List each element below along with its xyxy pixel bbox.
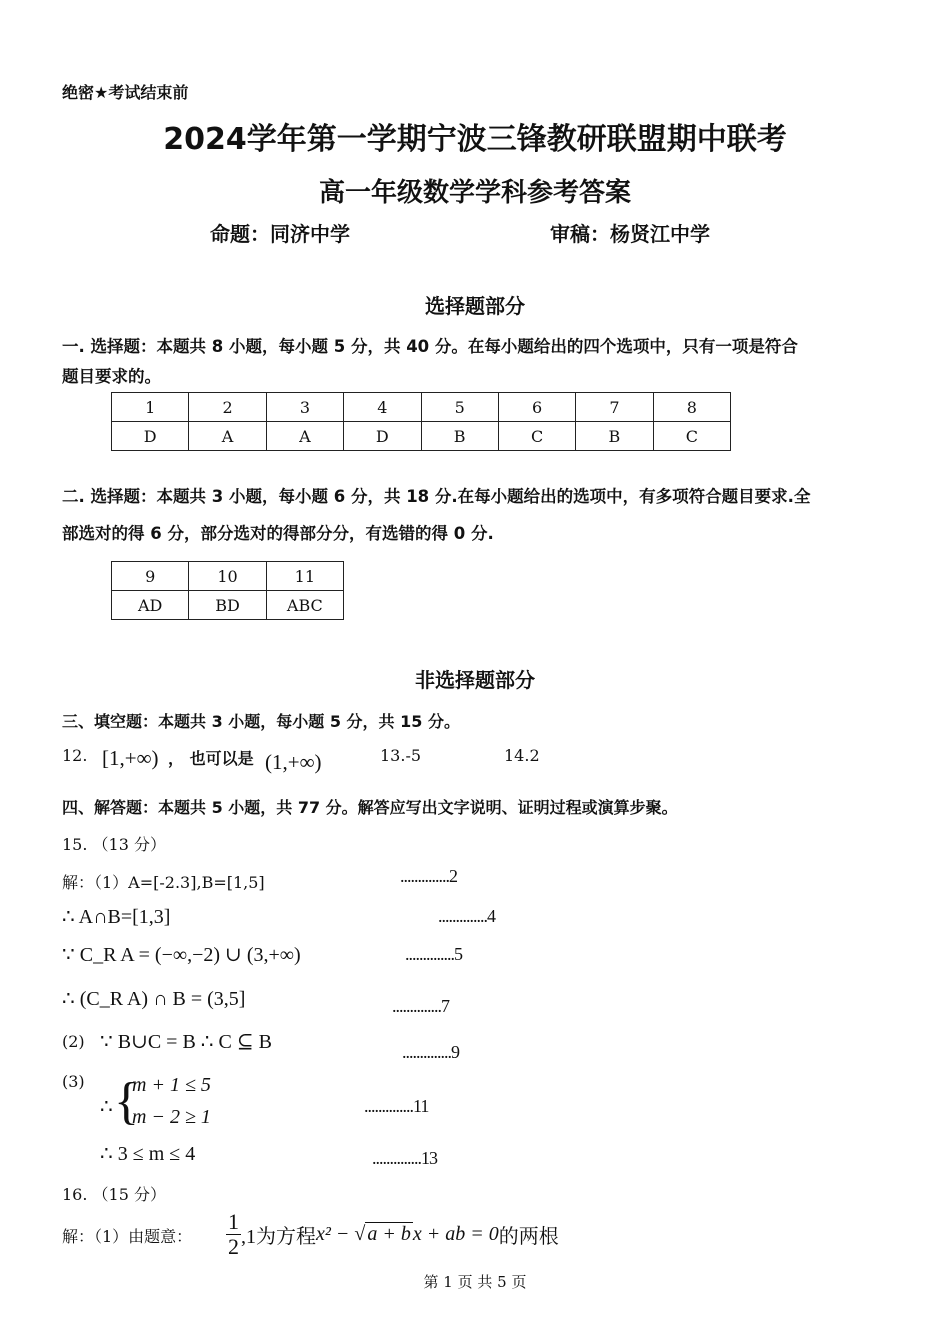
section3-instructions: 三、填空题：本题共 3 小题，每小题 5 分，共 15 分。 bbox=[62, 712, 460, 731]
q15-part3-label: (3) bbox=[62, 1072, 85, 1091]
score-marker: ..............4 bbox=[438, 906, 495, 926]
table-cell: A bbox=[266, 422, 343, 451]
q16-intro: 解：（1）由题意： bbox=[62, 1227, 193, 1246]
q12-label: 12. bbox=[62, 746, 88, 765]
q15-line3: ∵ C_R A = (−∞,−2) ∪ (3,+∞) bbox=[62, 944, 301, 966]
score-marker: ..............7 bbox=[392, 996, 449, 1016]
sqrt-content: a + b bbox=[367, 1223, 411, 1245]
table-row bbox=[112, 422, 731, 451]
q16-tail: 的两根 bbox=[498, 1226, 559, 1248]
exam-subtitle: 高一年级数学学科参考答案 bbox=[318, 178, 631, 208]
table-cell: 6 bbox=[498, 393, 575, 422]
table-cell: C bbox=[653, 422, 730, 451]
table-cell: ABC bbox=[266, 591, 343, 620]
q15-header: 15. （13 分） bbox=[62, 835, 166, 854]
table-cell: 11 bbox=[266, 562, 343, 591]
section1-instructions-line2: 题目要求的。 bbox=[62, 367, 161, 386]
q12-alt-answer: (1,+∞) bbox=[265, 750, 322, 774]
section1-instructions-line1: 一. 选择题：本题共 8 小题，每小题 5 分，共 40 分。在每小题给出的四个选项中，只有一项是符合 bbox=[62, 337, 798, 356]
system-top: m + 1 ≤ 5 bbox=[132, 1074, 211, 1096]
secret-mark: 绝密★考试结束前 bbox=[62, 83, 189, 102]
sqrt-icon: √ bbox=[354, 1223, 366, 1245]
table-cell: 5 bbox=[421, 393, 498, 422]
q12-alt-text: ， 也可以是 bbox=[168, 749, 254, 768]
table-cell: 7 bbox=[576, 393, 653, 422]
q16-text-after-fraction: ,1为方程 bbox=[241, 1226, 316, 1248]
score-marker: ..............9 bbox=[402, 1042, 459, 1062]
table-cell: 8 bbox=[653, 393, 730, 422]
table-cell: 4 bbox=[344, 393, 421, 422]
q12-answer: [1,+∞) bbox=[102, 746, 159, 770]
brace-icon: { bbox=[114, 1073, 139, 1130]
table-row bbox=[112, 562, 344, 591]
exam-title: 2024学年第一学期宁波三锋教研联盟期中联考 bbox=[163, 122, 787, 157]
score-marker: ..............2 bbox=[400, 866, 457, 886]
table-cell: D bbox=[112, 422, 189, 451]
table-cell: C bbox=[498, 422, 575, 451]
system-bottom: m − 2 ≥ 1 bbox=[132, 1106, 211, 1128]
table-cell: 3 bbox=[266, 393, 343, 422]
q16-header: 16. （15 分） bbox=[62, 1185, 166, 1204]
q15-line7: ∴ 3 ≤ m ≤ 4 bbox=[100, 1143, 196, 1165]
q14-answer: 14.2 bbox=[504, 746, 540, 765]
table-cell: B bbox=[421, 422, 498, 451]
score-marker: ..............11 bbox=[364, 1096, 429, 1116]
answer-table-2 bbox=[111, 561, 344, 620]
table-cell: D bbox=[344, 422, 421, 451]
table-cell: B bbox=[576, 422, 653, 451]
score-marker: ..............5 bbox=[405, 944, 462, 964]
table-row bbox=[112, 393, 731, 422]
table-cell: AD bbox=[112, 591, 189, 620]
q16-equation bbox=[226, 1210, 559, 1259]
author-label: 命题：同济中学 bbox=[210, 222, 350, 246]
table-row bbox=[112, 591, 344, 620]
fraction-denominator: 2 bbox=[228, 1234, 239, 1259]
part2-heading: 非选择题部分 bbox=[415, 668, 535, 692]
page-number: 第 1 页 共 5 页 bbox=[423, 1273, 527, 1291]
reviewer-label: 审稿：杨贤江中学 bbox=[550, 222, 710, 246]
fraction bbox=[226, 1210, 241, 1259]
section2-instructions-line1: 二. 选择题：本题共 3 小题，每小题 6 分，共 18 分.在每小题给出的选项中，有多项符合题目要求.全 bbox=[62, 487, 811, 506]
therefore-symbol: ∴ bbox=[100, 1096, 113, 1118]
table-cell: BD bbox=[189, 591, 266, 620]
table-cell: 9 bbox=[112, 562, 189, 591]
q15-line5: ∵ B∪C = B ∴ C ⊆ B bbox=[100, 1031, 272, 1053]
q13-answer: 13.-5 bbox=[380, 746, 422, 765]
fraction-numerator: 1 bbox=[228, 1209, 239, 1234]
answer-table-1 bbox=[111, 392, 731, 451]
q15-line1: 解：（1）A=[-2.3],B=[1,5] bbox=[62, 873, 265, 892]
q15-line4: ∴ (C_R A) ∩ B = (3,5] bbox=[62, 988, 246, 1010]
q16-eq-right: x + ab = 0 bbox=[412, 1223, 499, 1245]
q16-eq-left: x² − bbox=[316, 1223, 355, 1245]
table-cell: A bbox=[189, 422, 266, 451]
q15-part2-label: (2) bbox=[62, 1032, 85, 1051]
table-cell: 2 bbox=[189, 393, 266, 422]
q15-line2: ∴ A∩B=[1,3] bbox=[62, 906, 171, 928]
section4-instructions: 四、解答题：本题共 5 小题，共 77 分。解答应写出文字说明、证明过程或演算步聚。 bbox=[62, 798, 678, 817]
table-cell: 1 bbox=[112, 393, 189, 422]
section2-instructions-line2: 部选对的得 6 分，部分选对的得部分分，有选错的得 0 分. bbox=[62, 524, 494, 543]
part1-heading: 选择题部分 bbox=[425, 294, 525, 318]
table-cell: 10 bbox=[189, 562, 266, 591]
score-marker: ..............13 bbox=[372, 1148, 437, 1168]
